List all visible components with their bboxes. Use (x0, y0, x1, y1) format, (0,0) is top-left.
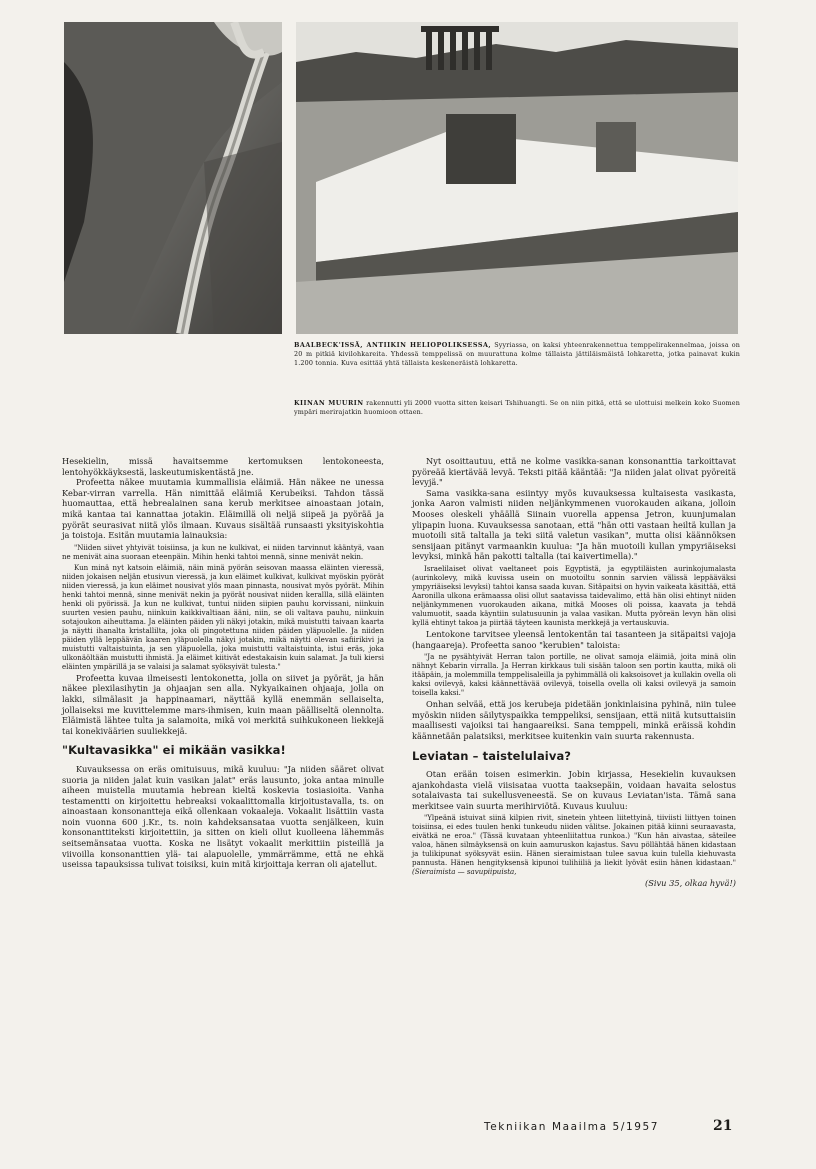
quotation (412, 813, 736, 876)
photo-caption-baalbek (294, 341, 740, 368)
paragraph: Otan erään toisen esimerkin. Jobin kirjassa, Hesekielin kuvauksen ajankohdasta vielä viisisataa vuotta taaksepäin, voidaan havaita selostus sotalaivasta tai sukellusveneestä. Se on kuvaus Leviatan'ista. Tämä sana merkitsee vain suurta merihirviötä. Kuvaus kuuluu: (412, 769, 736, 811)
journal-name: Tekniikan Maailma 5/1957 (484, 1121, 660, 1133)
paragraph: Kuvauksessa on eräs omituisuus, mikä kuuluu: "Ja niiden sääret olivat suoria ja niiden jalat kuin vasikan jalat" eräs lausunto, joka antaa minulle aiheen muistella muutamia hebrean kieltä koskevia tosiasioita. Vanha testamentti on kirjoitettu hebreaksi vokaalittomalla kirjoitustavalla, ts. on ainoastaan konsonantteja eikä ollenkaan vokaaleja. Vokaalit lisättiin vasta noin vuonna 600 j.Kr., ts. noin kahdeksansataa vuotta senjälkeen, kuin konsonanttiteksti kirjoitettiin, ja sitten on kieli ollut kuolleena lähemmäs seitsemänsataa vuotta. Koska ne lisätyt vokaalit merkittiin pisteillä ja viivoilla konsonanttien ylä- tai alapuolelle, ymmärrämme, että ne ehkä useissa tapauksissa tulivat toisiksi, kuin mitä kirjoittaja kerran oli ajatellut. (62, 763, 384, 870)
paragraph: Onhan selvää, että jos kerubeja pidetään jonkinlaisina pyhinä, niin tulee myöskin niiden säilytyspaikka temppeliksi, sensijaan, että niitä kutsuttaisiin maallisesti vajoiksi tai hangaareiksi. Sana temppeli, minkä eräissä kohdin käännetään palatsiksi, merkitsee kuitenkin vain suurta rakennusta. (412, 699, 736, 741)
section-heading: Leviatan – taistelulaiva? (412, 748, 572, 763)
baalbek-image (296, 22, 738, 334)
paragraph: Profeetta kuvaa ilmeisesti lentokonetta, jolla on siivet ja pyörät, ja hän näkee plexilasihytin ja ohjaajan sen alla. Nykyaikainen ohjaaja, jolla on lakki, silmälasit ja happinaamari, näyttää kyllä enemmän sellaiselta, jollaiseksi me kuvittelemme mars-ihmisen, kuin maan päälliseltä olennolta. Eläimistä lähtee tulta ja salamoita, mikä voi merkitä suihkukoneen liekkejä tai konekiväärien suuliekkejä. (62, 672, 384, 736)
continued-note: (Sivu 35, olkaa hyvä!) (645, 878, 736, 889)
quotation: "Ja ne pysähtyivät Herran talon portille, ne olivat samoja eläimiä, joita minä olin nähnyt Kebarin virralla. Ja Herran kirkkaus tuli sisään taloon sen portin kautta, mikä oli itääpäin, ja molemmilla temppelisaleilla ja pyhimmällä oli kaksoisovet ja kullakin ovella oli kaksi ovilevyä, kaksi käännettävää ovilevyä, toisella ovella oli kaksi ovilevyä ja samoin toisella kaksi." (412, 652, 736, 698)
quotation-note: (Sieraimista — savupiipuista, (412, 867, 517, 877)
page-number: 21 (713, 1118, 733, 1134)
paragraph: Lentokone tarvitsee yleensä lentokentän tai tasanteen ja sitäpaitsi vajoja (hangaareja). Profeetta sanoo "kerubien" taloista: (412, 628, 736, 650)
quotation: Kun minä nyt katsoin eläimiä, näin minä pyörän seisovan maassa eläinten vieressä, niiden jokaisen neljän etusivun vieressä, ja kun eläimet kulkivat, kulkivat myöskin pyörät niiden vieressä, ja kun eläimet nousivat ylös maan pinnasta, nousivat myös pyörät. Mihin henki tahtoi mennä, sinne menivät nekin ja pyörät nousivat niiden kerallla, sillä eläinten henki oli pyörissä. Ja kun ne kulkivat, tuntui niiden siipien pauhu korvissani, niinkuin suurten vesien pauhu, niinkuin kaikkivaltiaan ääni, niin, se oli valtava pauhu, niinkuin sotajoukon aiheuttama. Ja eläinten päiden yli näkyi jotakin, mikä muistutti taivaan kaarta ja näytti ihanalta kristallilta, joka oli pingotettuna niiden päiden yläpuolelle. Ja niiden päiden yllä leppäävän kaaren yläpuolella näkyi jotakin, mikä näytti olevan safiirikivi ja muistutti valtaistuinta, ja sen yläpuolella, joka muistutti valtaistuinta, istui eräs, joka ulkonäöltään muistutti ihmistä. Ja eläimet kiitivät edestakaisin kuin salamat. Ja tuli kiersi eläinten ympärillä ja se valaisi ja salamat syöksyivät tulesta." (62, 562, 384, 671)
great-wall-photo (64, 22, 282, 334)
section-heading: "Kultavasikka" ei mikään vasikka! (62, 743, 286, 758)
paragraph: Sama vasikka-sana esiintyy myös kuvauksessa kultaisesta vasikasta, jonka Aaron valmisti niiden neljänkymmenen vuorokauden aikana, jolloin Mooses oleskeli yhäällä Siinain vuorella appensa Jetron, kuunjumalan ylipapin luona. Kuvauksessa sanotaan, että "hän otti vastaan heiltä kullan ja muotoili sitä taltalla ja teki siitä valetun vasikan", mutta olisi käännöksen sensijaan pitänyt varmaankin kuulua: "Ja hän muotoili kullan ympyriäiseksi levyksi, minkä hän pakotti taltalla (tai kaivertimella)." (412, 487, 736, 562)
article-column-left (62, 456, 384, 870)
caption-text-great-wall: rakennutti yli 2000 vuotta sitten keisari Tshihuangti. Se on niin pitkä, että se ulottuisi melkein koko Suomen ympäri merirajatkin huomioon ottaen. (294, 399, 740, 416)
paragraph: Nyt osoittautuu, että ne kolme vasikka-sanan konsonanttia tarkoittavat pyöreää kiertävää levyä. Teksti pitää kääntää: "Ja niiden jalat olivat pyöreitä levyjä." (412, 456, 736, 488)
paragraph: Hesekielin, missä havaitsemme kertomuksen lentokoneesta, lentohyökkäyksestä, laskeutumiskentästä jne. (62, 456, 384, 477)
quotation: Israelilaiset olivat vaeltaneet pois Egyptistä, ja egyptiläisten aurinkojumalasta (aurinkolevy, mikä kuvissa usein on muotoiltu sonnin sarvien välissä leppääväksi ympyriäiseksi levyksi) tahtoi kansa saada kuvan. Sitäpaitsi on hyvin vaikeata käsittää, että Aaronilla ulkona erämaassa olisi ollut saatavissa taidevalimo, että hän olisi ehtinyt niiden neljänkymmenen vuorokauden aikana, mitkä Mooses oli poissa, kaavata ja tehdä valumuotit, saada käyntiin sulatusuunin ja valaa vasikan. Mutta pyöreän levyn hän olisi kyllä ehtinyt takoa ja piirtää täyteen kaunista merkkejä ja vertauskuvia. (412, 563, 736, 627)
quotation-text: "Ylpeänä istuivat siinä kilpien rivit, sinetein yhteen liitettyinä, tiiviisti liittyen toinen toisiinsa, ei edes tuulen henki tunkeudu niiden välitse. Jokainen pitää kiinni seuraavasta, eivätkä ne eroa." (Tässä kuvataan yhteenliitattua runkoa.) "Kun hän aivastaa, säteilee valoa, hänen silmäyksensä on kuin aamuruskon kajastus. Savu pöllähtää hänen kidastaan ja tulikipunat syöksyvät esiin. Hänen sieraimistaan tulee savua kuin tulella kiehuvasta pannusta. Hänen hengityksensä kipunoi tulihiiliä ja liekit lyövät esiin hänen kidastaan." (412, 813, 736, 868)
caption-title-baalbek: BAALBECK'ISSÄ, ANTIIKIN HELIOPOLIKSESSA, (294, 341, 492, 349)
caption-title-great-wall: KIINAN MUURIN (294, 399, 364, 407)
great-wall-image (64, 22, 282, 334)
quotation: "Niiden siivet yhtyivät toisiinsa, ja kun ne kulkivat, ei niiden tarvinnut kääntyä, vaan ne menivät aina suoraan eteenpäin. Mihin henki tahtoi mennä, sinne menivät nekin. (62, 542, 384, 561)
photo-caption-great-wall (294, 399, 740, 417)
baalbek-photo (296, 22, 738, 334)
paragraph: Profeetta näkee muutamia kummallisia eläimiä. Hän näkee ne unessa Kebar-virran varrella. Hän nimittää eläimiä Kerubeiksi. Tahdon tässä huomauttaa, että hebrealainen sana kerub merkitsee ainoastaan jotain, mikä kantaa tai kannattaa jotakin. Eläimillä oli neljä siipeä ja pyörää ja pyörät seurasivat niitä ylös ilmaan. Kuvaus sisältää runsaasti yksityiskohtia ja toistoja. Esitän muutamia lainauksia: (62, 477, 384, 541)
article-column-right (412, 456, 736, 889)
caption-text-baalbek: Syyriassa, on kaksi yhteenrakennettua temppelirakennelmaa, joissa on 20 m pitkiä kivilohkareita. Yhdessä temppelissä on muurattuna kolme tällaista jättiläismäistä lohkaretta, jotka painavat kukin 1.200 tonnia. Kuva esittää yhtä tällaista keskeneräistä lohkaretta. (294, 341, 740, 367)
